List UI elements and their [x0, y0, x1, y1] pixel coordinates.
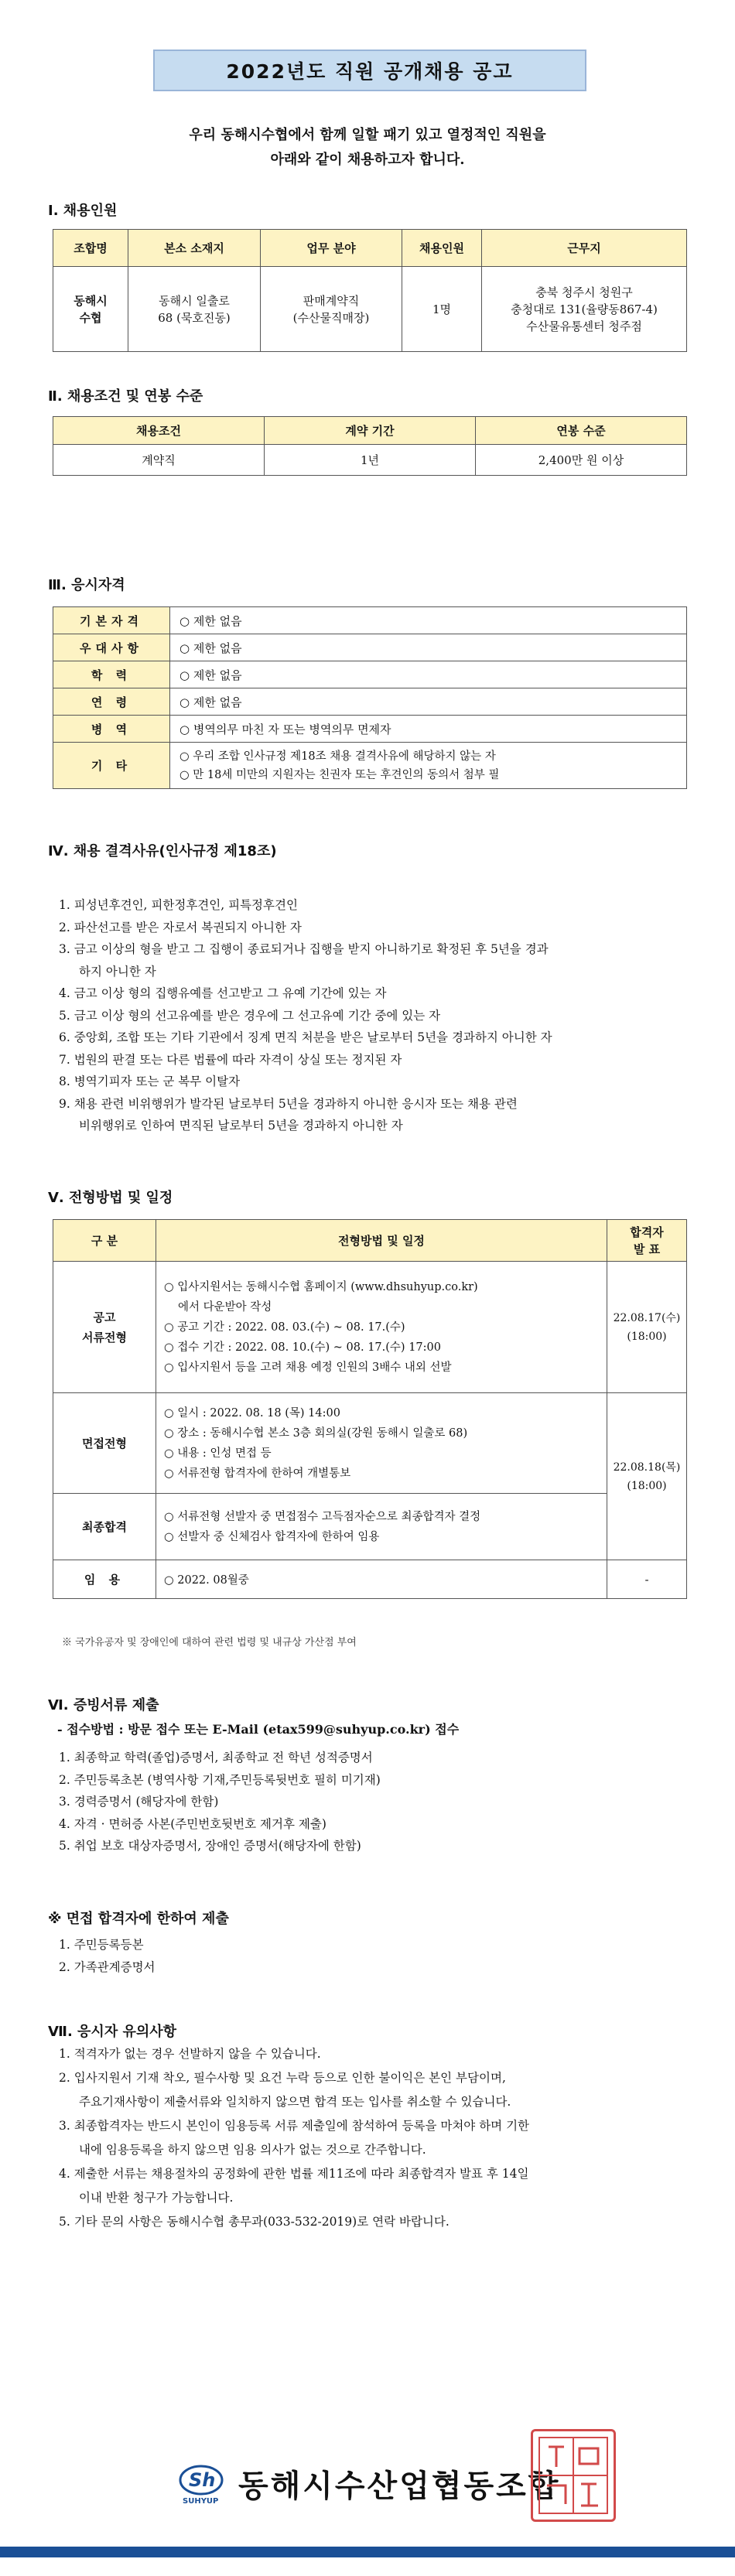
header-announce-line2: 발 표 — [633, 1242, 661, 1256]
details-document-line: 에서 다운받아 작성 — [178, 1300, 272, 1314]
qual-value-age: ○ 제한 없음 — [170, 688, 687, 716]
qual-label-age: 연 령 — [53, 688, 170, 716]
qual-value-basic: ○ 제한 없음 — [170, 607, 687, 634]
header-hq: 본소 소재지 — [128, 230, 261, 267]
qual-label-preference: 우대사항 — [53, 634, 170, 661]
stage-interview: 면접전형 — [53, 1393, 156, 1494]
section-heading-interview-documents: ※ 면접 합격자에 한하여 제출 — [48, 1911, 229, 1927]
list-item-continuation: 비위행위로 인하여 면직된 날로부터 5년을 경과하지 아니한 자 — [79, 1119, 403, 1133]
list-item: 5. 기타 문의 사항은 동해시수협 총무과(033-532-2019)로 연락 바랍니다. — [59, 2215, 450, 2229]
footer-bar — [0, 2547, 735, 2557]
section-heading-disqualifications: Ⅳ. 채용 결격사유(인사규정 제18조) — [48, 843, 277, 859]
list-item: 4. 금고 이상 형의 집행유예를 선고받고 그 유예 기간에 있는 자 — [59, 986, 387, 1000]
qual-value-preference: ○ 제한 없음 — [170, 634, 687, 661]
logo-small-text: SUHYUP — [183, 2497, 219, 2506]
section-heading-notices: Ⅶ. 응시자 유의사항 — [48, 2024, 177, 2040]
details-document-line: ○ 접수 기간 : 2022. 08. 10.(수) ~ 08. 17.(수) 17:00 — [164, 1341, 441, 1354]
list-item: 1. 피성년후견인, 피한정후견인, 피특정후견인 — [59, 898, 298, 912]
list-item: 5. 금고 이상 형의 선고유예를 받은 경우에 그 선고유예 기간 중에 있는 자 — [59, 1008, 441, 1023]
cell-org — [53, 267, 128, 352]
announce-interview-time: (18:00) — [627, 1479, 667, 1492]
logo-mark-text: Sh — [189, 2469, 216, 2491]
footer-brand-name: 동해시수산업협동조합 — [238, 2468, 561, 2504]
cell-hq — [128, 267, 261, 352]
list-item: 1. 적격자가 없는 경우 선발하지 않을 수 있습니다. — [59, 2047, 321, 2061]
header-field: 업무 분야 — [261, 230, 402, 267]
announce-interview-date: 22.08.18(목) — [613, 1461, 681, 1474]
qual-label-other: 기 타 — [53, 743, 170, 789]
details-final-line: ○ 서류전형 선발자 중 면접점수 고득점자순으로 최종합격자 결정 — [164, 1510, 481, 1523]
section-heading-conditions: Ⅱ. 채용조건 및 연봉 수준 — [48, 388, 203, 405]
header-count: 채용인원 — [402, 230, 482, 267]
stage-final: 최종합격 — [53, 1494, 156, 1560]
announce-document-time: (18:00) — [627, 1330, 667, 1343]
qual-value-other — [170, 743, 687, 789]
details-document-line: ○ 입사지원서는 동해시수협 홈페이지 (www.dhsuhyup.co.kr) — [164, 1280, 478, 1293]
list-item: 2. 입사지원서 기재 착오, 필수사항 및 요건 누락 등으로 인한 불이익은 본인 부담이며, — [59, 2071, 506, 2085]
cell-hq-line1: 동해시 일출로 — [159, 293, 230, 308]
header-contract-type: 채용조건 — [53, 417, 265, 445]
conditions-table — [53, 416, 687, 476]
cell-org-line1: 동해시 — [74, 293, 108, 308]
qual-value-education: ○ 제한 없음 — [170, 661, 687, 688]
list-item: 6. 중앙회, 조합 또는 기타 기관에서 징계 면직 처분을 받은 날로부터 5년을 경과하지 아니한 자 — [59, 1030, 552, 1044]
stage-appointment: 임 용 — [53, 1560, 156, 1599]
details-interview-line: ○ 내용 : 인성 면접 등 — [164, 1447, 272, 1460]
document-method: - 접수방법 : 방문 접수 또는 E-Mail (etax599@suhyup.co.kr) 접수 — [57, 1722, 460, 1737]
details-final-line: ○ 선발자 중 신체검사 합격자에 한하여 임용 — [164, 1530, 380, 1543]
announce-interview — [607, 1393, 687, 1560]
intro-line-2: 아래와 같이 채용하고자 합니다. — [270, 152, 465, 168]
section-heading-documents: Ⅵ. 증빙서류 제출 — [48, 1697, 159, 1713]
process-footnote: ※ 국가유공자 및 장애인에 대하여 관련 법령 및 내규상 가산점 부여 — [62, 1637, 357, 1648]
details-document-line: ○ 공고 기간 : 2022. 08. 03.(수) ~ 08. 17.(수) — [164, 1320, 405, 1334]
cell-count: 1명 — [402, 267, 482, 352]
cell-contract-period: 1년 — [265, 445, 476, 476]
details-interview-line: ○ 장소 : 동해시수협 본소 3층 회의실(강원 동해시 일출로 68) — [164, 1426, 468, 1440]
list-item-continuation: 하지 아니한 자 — [79, 964, 156, 979]
list-item: 1. 주민등록등본 — [59, 1938, 144, 1952]
list-item-continuation: 내에 임용등록을 하지 않으면 임용 의사가 없는 것으로 간주합니다. — [79, 2143, 426, 2157]
list-item: 3. 최종합격자는 반드시 본인이 임용등록 서류 제출일에 참석하여 등록을 마쳐야 하며 기한 — [59, 2119, 530, 2133]
qual-label-education: 학 력 — [53, 661, 170, 688]
list-item: 4. 제출한 서류는 채용절차의 공정화에 관한 법률 제11조에 따라 최종합격자 발표 후 14일 — [59, 2167, 529, 2181]
cell-workplace-line1: 충북 청주시 청원구 — [535, 285, 633, 299]
cell-field — [261, 267, 402, 352]
list-item: 4. 자격 · 면허증 사본(주민번호뒷번호 제거후 제출) — [59, 1816, 326, 1831]
header-contract-period: 계약 기간 — [265, 417, 476, 445]
qual-other-line2: ○ 만 18세 미만의 지원자는 친권자 또는 후견인의 동의서 첨부 필 — [179, 768, 500, 781]
list-item: 2. 파산선고를 받은 자로서 복권되지 아니한 자 — [59, 920, 302, 934]
qual-other-line1: ○ 우리 조합 인사규정 제18조 채용 결격사유에 해당하지 않는 자 — [179, 750, 496, 763]
announce-appointment: - — [607, 1560, 687, 1599]
cell-salary: 2,400만 원 이상 — [476, 445, 687, 476]
list-item: 2. 가족관계증명서 — [59, 1959, 156, 1974]
cell-field-line2: (수산물직매장) — [292, 310, 370, 325]
list-item: 3. 경력증명서 (해당자에 한함) — [59, 1795, 219, 1809]
document-list — [59, 1747, 381, 1857]
page-title: 2022년도 직원 공개채용 공고 — [153, 50, 586, 91]
stage-document — [53, 1262, 156, 1393]
details-document — [156, 1262, 607, 1393]
qual-value-military: ○ 병역의무 마친 자 또는 병역의무 면제자 — [170, 716, 687, 743]
cell-contract-type: 계약직 — [53, 445, 265, 476]
header-workplace: 근무지 — [482, 230, 687, 267]
header-salary: 연봉 수준 — [476, 417, 687, 445]
cell-org-line2: 수협 — [79, 310, 102, 325]
cell-hq-line2: 68 (묵호진동) — [158, 310, 231, 325]
announce-document — [607, 1262, 687, 1393]
details-appointment: ○ 2022. 08월중 — [156, 1560, 607, 1599]
stage-document-line1: 공고 — [93, 1310, 116, 1324]
list-item: 2. 주민등록초본 (병역사항 기재,주민등록뒷번호 필히 미기재) — [59, 1772, 381, 1787]
details-interview — [156, 1393, 607, 1494]
list-item: 9. 채용 관련 비위행위가 발각된 날로부터 5년을 경과하지 아니한 응시자 또는 채용 관련 — [59, 1096, 518, 1111]
header-stage: 구 분 — [53, 1220, 156, 1262]
cell-workplace — [482, 267, 687, 352]
section-heading-process: Ⅴ. 전형방법 및 일정 — [48, 1190, 173, 1206]
stage-document-line2: 서류전형 — [82, 1330, 127, 1344]
qual-label-basic: 기본자격 — [53, 607, 170, 634]
official-seal-stamp — [531, 2429, 616, 2522]
details-interview-line: ○ 서류전형 합격자에 한하여 개별통보 — [164, 1467, 351, 1480]
header-method: 전형방법 및 일정 — [156, 1220, 607, 1262]
details-final — [156, 1494, 607, 1560]
cell-field-line1: 판매계약직 — [303, 293, 360, 308]
hiring-table — [53, 229, 687, 352]
cell-workplace-line3: 수산물유통센터 청주점 — [526, 319, 642, 333]
disqualification-list — [59, 894, 552, 1137]
announce-document-date: 22.08.17(수) — [613, 1311, 681, 1324]
suhyup-logo-icon — [178, 2460, 224, 2506]
details-document-line: ○ 입사지원서 등을 고려 채용 예정 인원의 3배수 내외 선발 — [164, 1361, 452, 1374]
list-item-continuation: 이내 반환 청구가 가능합니다. — [79, 2191, 234, 2205]
list-item: 1. 최종학교 학력(졸업)증명서, 최종학교 전 학년 성적증명서 — [59, 1751, 373, 1765]
footer-logo — [178, 2456, 565, 2510]
section-heading-hiring: Ⅰ. 채용인원 — [48, 203, 118, 219]
intro-line-1: 우리 동해시수협에서 함께 일할 패기 있고 열정적인 직원을 — [189, 127, 546, 143]
header-announce — [607, 1220, 687, 1262]
list-item: 3. 금고 이상의 형을 받고 그 집행이 종료되거나 집행을 받지 아니하기로 확정된 후 5년을 경과 — [59, 942, 549, 956]
section-heading-qualifications: Ⅲ. 응시자격 — [48, 577, 125, 593]
cell-workplace-line2: 충청대로 131(율량동867-4) — [511, 302, 658, 316]
header-org: 조합명 — [53, 230, 128, 267]
list-item: 8. 병역기피자 또는 군 복무 이탈자 — [59, 1074, 241, 1088]
notice-list — [59, 2042, 529, 2234]
interview-document-list — [59, 1934, 156, 1978]
list-item-continuation: 주요기재사항이 제출서류와 일치하지 않으면 합격 또는 입사를 취소할 수 있습니다. — [79, 2095, 511, 2109]
qualifications-table — [53, 606, 687, 789]
qual-label-military: 병 역 — [53, 716, 170, 743]
list-item: 7. 법원의 판결 또는 다른 법률에 따라 자격이 상실 또는 정지된 자 — [59, 1052, 402, 1067]
details-interview-line: ○ 일시 : 2022. 08. 18 (목) 14:00 — [164, 1406, 340, 1420]
header-announce-line1: 합격자 — [630, 1225, 664, 1239]
process-table — [53, 1219, 687, 1599]
list-item: 5. 취업 보호 대상자증명서, 장애인 증명서(해당자에 한함) — [59, 1839, 361, 1853]
